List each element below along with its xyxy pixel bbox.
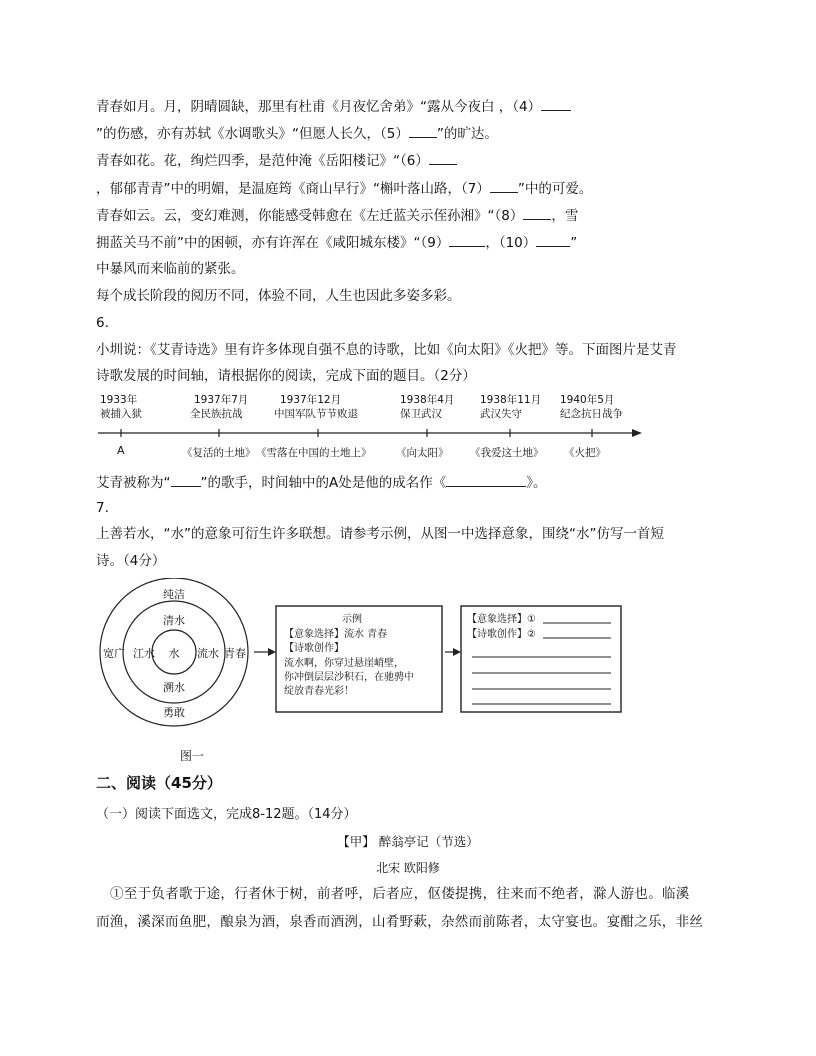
timeline-year: 1937年12月 — [280, 394, 342, 406]
timeline-work: 《雪落在中国的土地上》 — [256, 447, 372, 459]
question-6-text-1: 小圳说：《艾青诗选》里有许多体现自强不息的诗歌，比如《向太阳》《火把》等。下面图片是艾青 — [96, 342, 677, 358]
example-imagery: 【意象选择】流水 青春 — [284, 629, 388, 640]
question-6-answer: 艾青被称为“ ”的歌手，时间轴中的A处是他的成名作《 》。 — [96, 472, 546, 493]
example-create-label: 【诗歌创作】 — [284, 643, 344, 654]
passage-line: ①至于负者歌于途，行者休于树，前者呼，后者应，伛偻提携，往来而不绝者，滁人游也。临溪 — [110, 886, 690, 902]
answer-blank-9[interactable] — [449, 232, 485, 247]
passage-line: 而渔，溪深而鱼肥，酿泉为酒，泉香而酒洌，山肴野蔌，杂然而前陈者，太守宴也。宴酣之乐，非丝 — [96, 914, 704, 930]
example-poem-line: 你冲倒层层沙积石，在驰骋中 — [284, 672, 414, 683]
timeline-work: 《火把》 — [564, 447, 606, 459]
section-2-subheading: （一）阅读下面选文，完成8-12题。（14分） — [96, 807, 357, 822]
timeline-arrowhead — [632, 429, 642, 437]
timeline-year: 1938年4月 — [400, 394, 455, 406]
fill-line-5: 青春如云。云，变幻难测，你能感受韩愈在《左迁蓝关示侄孙湘》“（8） ，雪 — [96, 205, 578, 226]
imagery-brave: 勇敢 — [163, 706, 185, 719]
imagery-diagram — [96, 578, 626, 766]
example-poem-line: 绽放青春光彩！ — [284, 686, 354, 697]
fill-line-1: 青春如月。月，阴晴圆缺，那里有杜甫《月夜忆舍弟》“露从今夜白 ，（4） — [96, 96, 571, 117]
answer-blank-work[interactable] — [446, 472, 526, 487]
timeline-event: 纪念抗日战争 — [560, 408, 623, 420]
answer-blank-7[interactable] — [490, 178, 518, 193]
answer-imagery-label: 【意象选择】① — [467, 614, 536, 625]
question-6-number: 6. — [96, 315, 109, 331]
timeline-year: 1940年5月 — [560, 394, 615, 406]
timeline-event: 中国军队节节败退 — [274, 408, 358, 420]
question-7-number: 7. — [96, 500, 109, 516]
fill-line-4: ，郁郁青青”中的明媚，是温庭筠《商山早行》“槲叶落山路，（7） ”中的可爱。 — [96, 178, 592, 199]
answer-blank-4[interactable] — [541, 96, 571, 111]
timeline-point-a: A — [117, 444, 125, 457]
question-7-text-2: 诗。（4分） — [96, 553, 166, 569]
fill-line-2: ”的伤感，亦有苏轼《水调歌头》“但愿人长久，（5） ”的旷达。 — [96, 123, 498, 144]
answer-blank-6[interactable] — [429, 150, 457, 165]
timeline-year: 1937年7月 — [194, 394, 249, 406]
answer-blank-5[interactable] — [409, 123, 437, 138]
imagery-broad: 宽广 — [103, 647, 125, 660]
answer-blank-10[interactable] — [536, 232, 570, 247]
timeline-figure — [96, 392, 644, 464]
timeline-event: 全民族抗战 — [190, 408, 243, 420]
timeline-event: 被捕入狱 — [100, 408, 142, 420]
answer-blank-8[interactable] — [523, 205, 551, 220]
fill-line-3: 青春如花。花，绚烂四季，是范仲淹《岳阳楼记》“（6） — [96, 150, 457, 171]
question-6-text-2: 诗歌发展的时间轴，请根据你的阅读，完成下面的题目。（2分） — [96, 368, 476, 384]
center-imagery: 水 — [168, 647, 180, 660]
answer-blank-singer[interactable] — [171, 472, 201, 487]
section-2-heading: 二、阅读（45分） — [96, 774, 222, 792]
imagery-rapid-water: 溯水 — [163, 681, 185, 694]
timeline-year: 1938年11月 — [480, 394, 542, 406]
figure-caption: 图一 — [180, 749, 205, 763]
question-7-text-1: 上善若水，“水”的意象可衍生许多联想。请参考示例，从图一中选择意象，围绕“水”仿写一首短 — [96, 526, 664, 542]
imagery-youth: 青春 — [224, 647, 246, 660]
fill-line-8: 每个成长阶段的阅历不同，体验不同，人生也因此多姿多彩。 — [96, 288, 461, 304]
fill-line-7: 中暴风而来临前的紧张。 — [96, 261, 245, 277]
passage-title: 【甲】 醉翁亭记（节选） — [337, 834, 479, 849]
timeline-work: 《向太阳》 — [396, 447, 449, 459]
timeline-work: 《复活的土地》 — [182, 447, 256, 459]
imagery-river-water: 江水 — [133, 647, 155, 660]
imagery-clear-water: 清水 — [163, 614, 185, 627]
example-title: 示例 — [342, 614, 362, 625]
example-poem-line: 流水啊，你穿过悬崖峭壁， — [284, 658, 404, 669]
timeline-work: 《我爱这土地》 — [470, 447, 544, 459]
timeline-year: 1933年 — [100, 394, 138, 406]
imagery-flowing-water: 流水 — [197, 647, 219, 660]
fill-line-6: 拥蓝关马不前”中的困顿，亦有许浑在《咸阳城东楼》“（9） ，（10） ” — [96, 232, 577, 253]
passage-author: 北宋 欧阳修 — [376, 861, 440, 875]
imagery-purity: 纯洁 — [163, 588, 185, 601]
timeline-event: 武汉失守 — [480, 408, 522, 420]
answer-create-label: 【诗歌创作】② — [467, 629, 536, 640]
timeline-event: 保卫武汉 — [400, 408, 442, 420]
